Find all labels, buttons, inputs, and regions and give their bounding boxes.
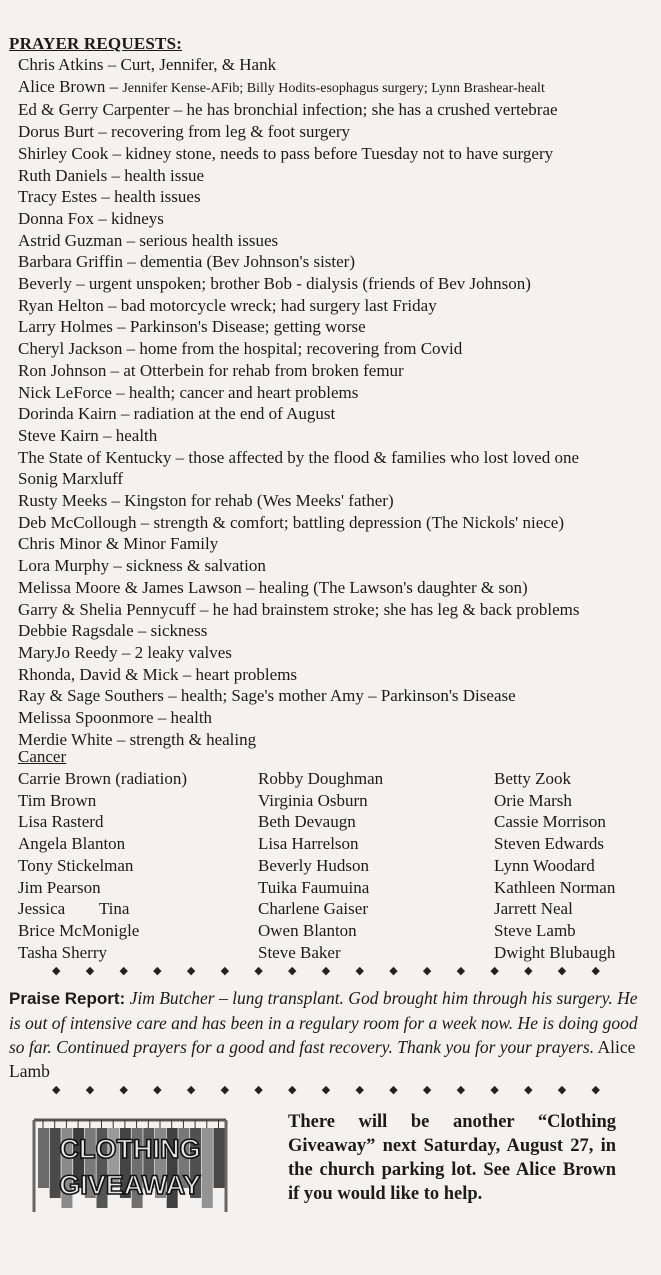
praise-report-label: Praise Report: — [9, 989, 126, 1008]
prayer-request-text: Tracy Estes – health issues — [18, 187, 201, 207]
diamond-icon: ◆ — [591, 1084, 600, 1096]
cancer-list-name: Beth Devaugn — [258, 812, 356, 832]
diamond-icon: ◆ — [186, 965, 196, 977]
prayer-request-item — [18, 76, 658, 100]
cancer-list-name: Tuika Faumuina — [258, 877, 370, 897]
cancer-list-name: Virginia Osburn — [258, 790, 368, 810]
prayer-request-text: The State of Kentucky – those affected by the flood & families who lost loved one — [18, 447, 580, 467]
cancer-list-name: Lisa Rasterd — [18, 812, 104, 832]
prayer-request-item — [18, 99, 658, 121]
prayer-request-item — [18, 186, 658, 208]
diamond-icon: ◆ — [52, 1084, 61, 1096]
prayer-request-text: Rusty Meeks – Kingston for rehab (Wes Meeks' father) — [18, 491, 394, 511]
cancer-list-name: Steve Baker — [258, 942, 341, 962]
diamond-icon: ◆ — [321, 965, 331, 977]
prayer-request-text: Rhonda, David & Mick – heart problems — [18, 664, 298, 684]
diamond-divider — [52, 964, 600, 977]
cancer-list-name: Carrie Brown (radiation) — [18, 769, 187, 788]
prayer-request-item — [18, 382, 658, 404]
prayer-request-item — [18, 165, 658, 187]
prayer-request-text: Debbie Ragsdale – sickness — [18, 621, 208, 641]
prayer-request-text: Ed & Gerry Carpenter – he has bronchial infection; she has a crushed vertebrae — [18, 100, 558, 120]
cancer-list-name: Robby Doughman — [258, 769, 384, 788]
prayer-request-text: Lora Murphy – sickness & salvation — [18, 556, 266, 576]
prayer-request-text: Astrid Guzman – serious health issues — [18, 230, 279, 250]
prayer-request-text: Melissa Spoonmore – health — [18, 708, 213, 728]
diamond-icon: ◆ — [119, 1084, 128, 1096]
prayer-request-item — [18, 533, 658, 555]
diamond-icon: ◆ — [456, 1084, 466, 1096]
cancer-list-name: Jarrett Neal — [494, 899, 573, 919]
prayer-requests-heading: PRAYER REQUESTS: — [9, 34, 183, 53]
prayer-request-item — [18, 121, 658, 143]
cancer-list-column-1 — [18, 768, 187, 963]
prayer-request-text: Garry & Shelia Pennycuff – he had brainstem stroke; she has leg & back problems — [18, 599, 580, 619]
prayer-request-item — [18, 490, 658, 512]
prayer-request-text: Beverly – urgent unspoken; brother Bob - dialysis (friends of Bev Johnson) — [18, 274, 531, 294]
clothing-giveaway-logo — [30, 1112, 230, 1212]
diamond-icon: ◆ — [355, 965, 364, 977]
prayer-request-text: Barbara Griffin – dementia (Bev Johnson's sister) — [18, 252, 356, 272]
prayer-request-item — [18, 230, 658, 252]
prayer-request-text: Ron Johnson – at Otterbein for rehab from broken femur — [18, 360, 404, 380]
prayer-request-item — [18, 664, 658, 686]
prayer-request-item — [18, 707, 658, 729]
cancer-list-name: Betty Zook — [494, 769, 571, 788]
prayer-request-item — [18, 620, 658, 642]
diamond-icon: ◆ — [524, 965, 533, 977]
prayer-request-detail: Jennifer Kense-AFib; Billy Hodits-esophagus surgery; Lynn Brashear-healt — [122, 80, 545, 96]
diamond-icon: ◆ — [591, 965, 600, 977]
cancer-list-name: Owen Blanton — [258, 920, 357, 940]
cancer-list-name: Kathleen Norman — [494, 877, 616, 897]
prayer-request-item — [18, 54, 658, 76]
diamond-icon: ◆ — [355, 1084, 364, 1096]
prayer-request-text: Merdie White – strength & healing — [18, 729, 257, 749]
cancer-list-column-2 — [258, 768, 383, 963]
diamond-icon: ◆ — [254, 1084, 263, 1096]
diamond-divider — [52, 1083, 600, 1096]
cancer-list-name: Tim Brown — [18, 790, 97, 810]
prayer-request-item — [18, 447, 658, 469]
logo-line-1: CLOTHING — [59, 1134, 201, 1164]
cancer-heading: Cancer — [18, 747, 67, 766]
diamond-icon: ◆ — [254, 965, 263, 977]
praise-report-signature: Alice Lamb — [9, 1037, 636, 1081]
prayer-request-item — [18, 512, 658, 534]
diamond-icon: ◆ — [288, 965, 297, 977]
cancer-list-name: Jessica Tina — [18, 899, 130, 919]
prayer-request-text: Larry Holmes – Parkinson's Disease; getting worse — [18, 317, 366, 337]
prayer-request-text: MaryJo Reedy – 2 leaky valves — [18, 642, 232, 662]
cancer-list-name: Cassie Morrison — [494, 812, 606, 832]
diamond-icon: ◆ — [557, 1084, 567, 1096]
prayer-request-text: Ray & Sage Southers – health; Sage's mother Amy – Parkinson's Disease — [18, 686, 516, 706]
cancer-list-name: Brice McMonigle — [18, 920, 140, 940]
cancer-list-name: Steve Lamb — [494, 920, 576, 940]
diamond-icon: ◆ — [557, 965, 567, 977]
prayer-request-item — [18, 685, 658, 707]
prayer-request-item — [18, 555, 658, 577]
diamond-icon: ◆ — [220, 1084, 230, 1096]
diamond-icon: ◆ — [422, 1084, 432, 1096]
prayer-request-text: Alice Brown – — [18, 76, 123, 96]
diamond-icon: ◆ — [321, 1084, 331, 1096]
cancer-list-name: Tony Stickelman — [18, 855, 134, 875]
prayer-request-item — [18, 143, 658, 165]
prayer-request-text: Ryan Helton – bad motorcycle wreck; had surgery last Friday — [18, 295, 437, 315]
diamond-icon: ◆ — [85, 965, 95, 977]
diamond-icon: ◆ — [220, 965, 230, 977]
diamond-icon: ◆ — [389, 1084, 398, 1096]
garment-shape — [202, 1128, 213, 1208]
diamond-icon: ◆ — [119, 965, 128, 977]
diamond-icon: ◆ — [490, 965, 499, 977]
diamond-icon: ◆ — [153, 965, 162, 977]
diamond-icon: ◆ — [456, 965, 466, 977]
prayer-request-item — [18, 208, 658, 230]
cancer-list-name: Beverly Hudson — [258, 855, 369, 875]
cancer-list-name: Jim Pearson — [18, 877, 101, 897]
diamond-icon: ◆ — [490, 1084, 499, 1096]
praise-report — [9, 986, 649, 1083]
prayer-request-text: Ruth Daniels – health issue — [18, 165, 205, 185]
diamond-icon: ◆ — [153, 1084, 162, 1096]
prayer-request-item — [18, 295, 658, 317]
diamond-icon: ◆ — [524, 1084, 533, 1096]
cancer-list-name: Angela Blanton — [18, 834, 126, 854]
cancer-list-name: Lisa Harrelson — [258, 834, 359, 854]
prayer-request-item — [18, 642, 658, 664]
prayer-request-text: Sonig Marxluff — [18, 469, 123, 489]
prayer-request-item — [18, 729, 658, 751]
garment-shape — [214, 1128, 225, 1188]
prayer-request-item — [18, 425, 658, 447]
diamond-icon: ◆ — [85, 1084, 95, 1096]
prayer-request-item — [18, 403, 658, 425]
prayer-request-text: Dorinda Kairn – radiation at the end of August — [18, 404, 336, 424]
prayer-request-item — [18, 251, 658, 273]
prayer-request-text: Steve Kairn – health — [18, 425, 158, 445]
prayer-request-text: Chris Minor & Minor Family — [18, 534, 219, 554]
prayer-request-item — [18, 599, 658, 621]
prayer-request-item — [18, 468, 658, 490]
diamond-icon: ◆ — [422, 965, 432, 977]
cancer-list-name: Orie Marsh — [494, 790, 572, 810]
prayer-request-item — [18, 273, 658, 295]
prayer-request-text: Shirley Cook – kidney stone, needs to pass before Tuesday not to have surgery — [18, 143, 554, 163]
prayer-request-list — [18, 54, 658, 751]
logo-line-2: GIVEAWAY — [59, 1170, 201, 1200]
praise-report-text: Jim Butcher – lung transplant. God brought him through his surgery. He is out of intensive care and has been in a regulary room for a week now. He is doing good so far. Continued prayers for a good and fast recovery. Thank you for your prayers. — [9, 988, 638, 1057]
prayer-request-item — [18, 316, 658, 338]
cancer-list-name: Steven Edwards — [494, 834, 605, 854]
diamond-icon: ◆ — [52, 965, 61, 977]
diamond-icon: ◆ — [389, 965, 398, 977]
prayer-request-text: Donna Fox – kidneys — [18, 208, 164, 228]
cancer-list-name: Tasha Sherry — [18, 942, 107, 962]
cancer-list-name: Dwight Blubaugh — [494, 942, 616, 962]
diamond-icon: ◆ — [186, 1084, 196, 1096]
prayer-request-text: Deb McCollough – strength & comfort; battling depression (The Nickols' niece) — [18, 512, 565, 532]
cancer-list-name: Charlene Gaiser — [258, 899, 368, 919]
prayer-request-item — [18, 577, 658, 599]
prayer-request-text: Melissa Moore & James Lawson – healing (The Lawson's daughter & son) — [18, 577, 528, 597]
prayer-request-text: Chris Atkins – Curt, Jennifer, & Hank — [18, 55, 277, 74]
prayer-request-text: Cheryl Jackson – home from the hospital; recovering from Covid — [18, 339, 463, 359]
prayer-request-text: Nick LeForce – health; cancer and heart problems — [18, 382, 359, 402]
prayer-request-text: Dorus Burt – recovering from leg & foot surgery — [18, 122, 351, 142]
garment-shape — [38, 1128, 49, 1188]
prayer-request-item — [18, 338, 658, 360]
diamond-icon: ◆ — [288, 1084, 297, 1096]
clothing-giveaway-announcement: There will be another “Clothing Giveaway” next Saturday, August 27, in the church parking lot. See Alice Brown if you would like to help. — [288, 1112, 616, 1204]
cancer-list-column-3 — [494, 768, 615, 963]
prayer-request-item — [18, 360, 658, 382]
cancer-list-name: Lynn Woodard — [494, 855, 595, 875]
